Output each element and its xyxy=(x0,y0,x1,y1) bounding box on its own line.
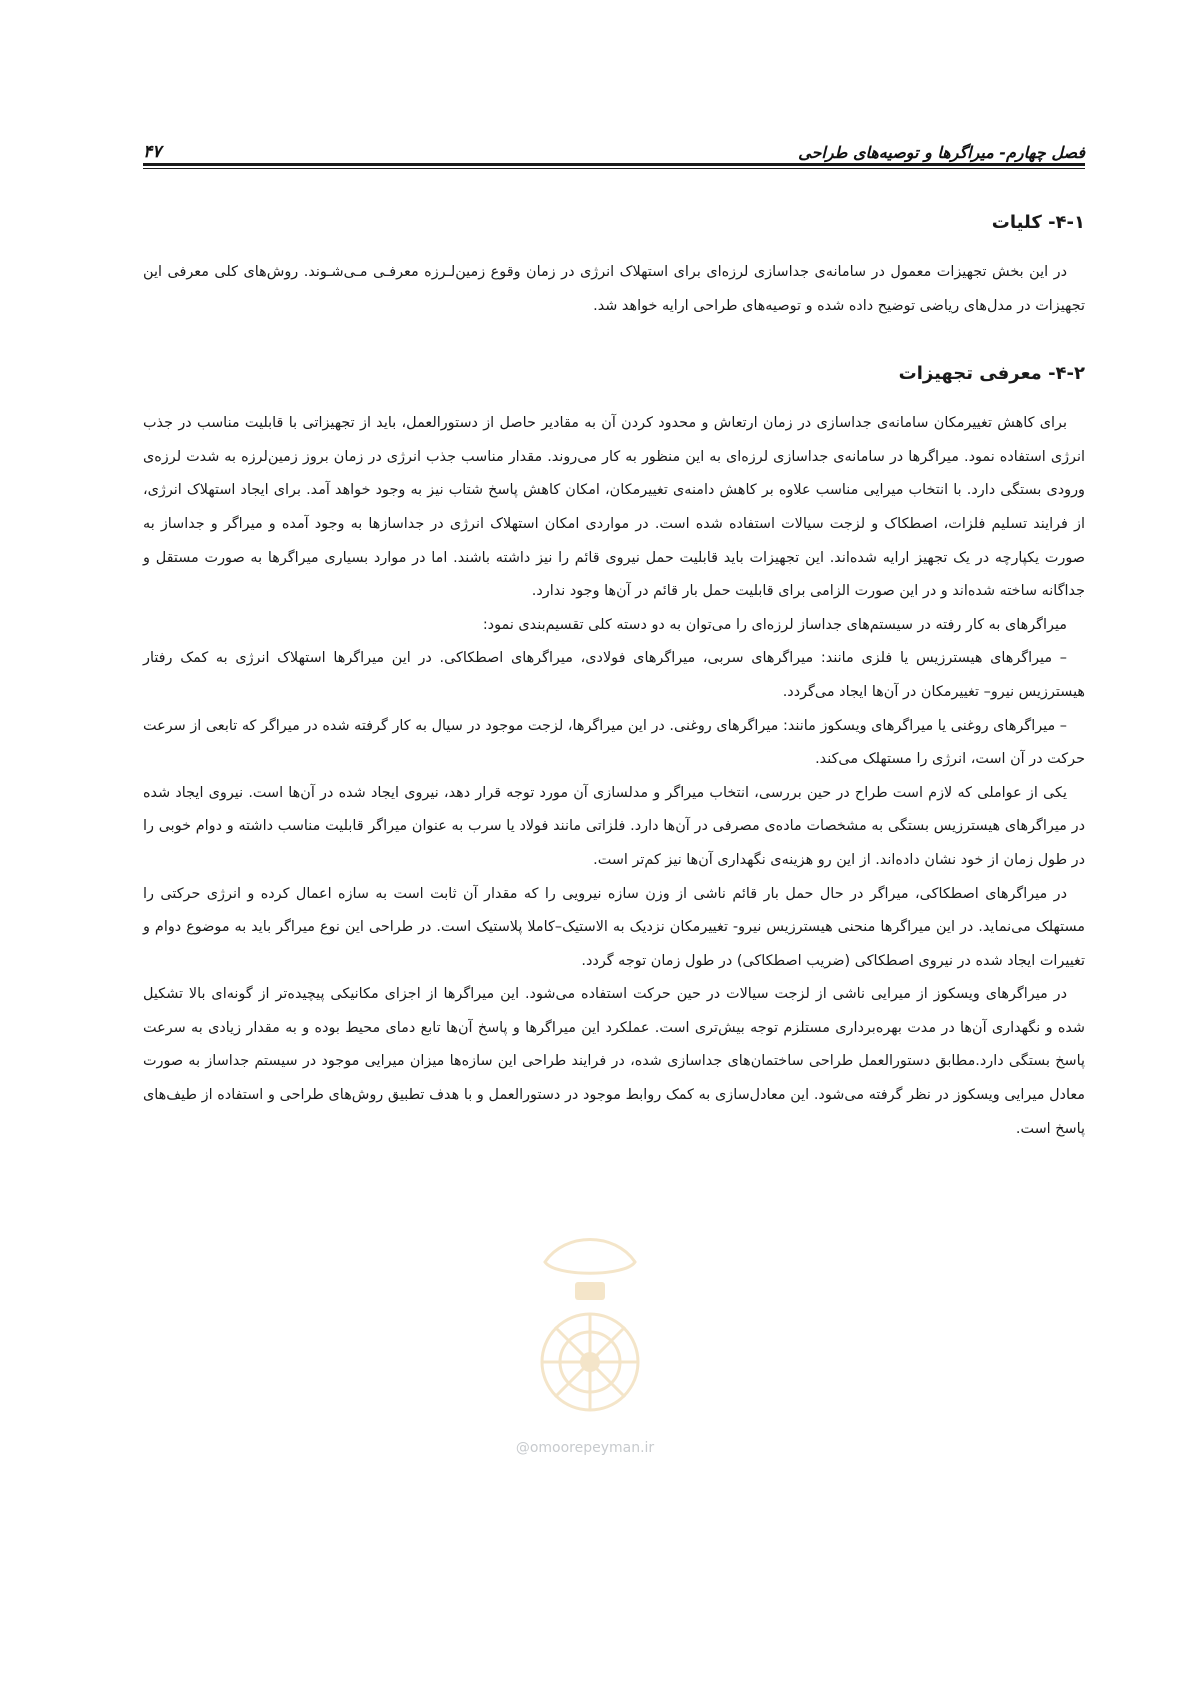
section-heading-equipment: ۴-۲- معرفی تجهیزات xyxy=(898,363,1085,385)
page-content xyxy=(143,210,1085,1146)
page-number: ۴۷ xyxy=(143,142,162,162)
header-rule-thin xyxy=(143,168,1085,169)
paragraph: برای کاهش تغییرمکان سامانه‌ی جداسازی در زمان ارتعاش و محدود کردن آن به مقادیر حاصل از دستورالعمل، باید از تجهیزاتی با قابلیت مناسب در جذب انرژی استفاده نمود. میراگرها در سامانه‌ی جداسازی لرزه‌ای به این منظور به کار می‌روند. مقدار مناسب جذب انرژی در زمان بروز زمین‌لرزه به شدت لرزه‌ی ورودی بستگی دارد. با انتخاب میرایی مناسب علاوه بر کاهش دامنه‌ی تغییرمکان، امکان کاهش پاسخ شتاب نیز به وجود خواهد آمد. برای ایجاد استهلاک انرژی، از فرایند تسلیم فلزات، اصطکاک و لزجت سیالات استفاده شده است. در مواردی امکان استهلاک انرژی در جداسازها به وجود آمده و میراگر و جداساز به صورت یکپارچه در یک تجهیز ارایه شده‌اند. این تجهیزات باید قابلیت حمل نیروی قائم را نیز داشته باشند. اما در موارد بسیاری میراگرها به صورت مستقل و جداگانه ساخته شده‌اند و در این صورت الزامی برای قابلیت حمل بار قائم در آن‌ها وجود ندارد. xyxy=(143,415,1085,600)
paragraph: در میراگرهای ویسکوز از میرایی ناشی از لزجت سیالات در حین حرکت استفاده می‌شود. این میراگرها از اجزای مکانیکی پیچیده‌تر از گونه‌ای بالا تشکیل شده و نگهداری آن‌ها در مدت بهره‌برداری مستلزم توجه بیش‌تری است. عملکرد این میراگرها و پاسخ آن‌ها تابع دمای محیط بوده و به مقدار زیادی به سرعت پاسخ بستگی دارد.مطابق دستورالعمل طراحی ساختمان‌های جداسازی شده، در فرایند طراحی این سازه‌ها میزان میرایی موجود در سیستم جداساز به صورت معادل میرایی ویسکوز در نظر گرفته می‌شود. این معادل‌سازی به کمک روابط موجود در دستورالعمل و با هدف تطبیق روش‌های طراحی و استفاده از طیف‌های پاسخ است. xyxy=(143,986,1085,1137)
watermark-url: @omoorepeyman.ir xyxy=(515,1440,655,1456)
publisher-watermark-logo xyxy=(505,1222,675,1467)
header-rule-thick xyxy=(143,163,1085,166)
list-item: – میراگرهای هیسترزیس یا فلزی مانند: میراگرهای سربی، میراگرهای فولادی، میراگرهای اصطکاکی. در این میراگرها استهلاک انرژی به کمک رفتار هیسترزیس نیرو– تغییرمکان در آن‌ها ایجاد می‌گردد. xyxy=(143,650,1085,700)
paragraph: یکی از عواملی که لازم است طراح در حین بررسی، انتخاب میراگر و مدلسازی آن مورد توجه قرار دهد، نیروی ایجاد شده در آن‌ها است. نیروی ایجاد شده در میراگرهای هیسترزیس بستگی به مشخصات ماده‌ی مصرفی در آن‌ها دارد. فلزاتی مانند فولاد یا سرب به عنوان میراگر قابلیت مناسب داشته و دوام خوبی را در طول زمان از خود نشان داده‌اند. از این رو هزینه‌ی نگهداری آن‌ها نیز کم‌تر است. xyxy=(143,784,1085,868)
paragraph: در این بخش تجهیزات معمول در سامانه‌ی جداسازی لرزه‌ای برای استهلاک انرژی در زمان وقوع زمین‌لـرزه معرفـی مـی‌شـوند. روش‌های کلی معرفی این تجهیزات در مدل‌های ریاضی توضیح داده شده و توصیه‌های طراحی ارایه خواهد شد. xyxy=(143,264,1085,314)
running-header xyxy=(143,128,1085,162)
paragraph: در میراگرهای اصطکاکی، میراگر در حال حمل بار قائم ناشی از وزن سازه نیرویی را که مقدار آن ثابت است به سازه اعمال کرده و انرژی حرکتی را مستهلک می‌نماید. در این میراگرها منحنی هیسترزیس نیرو- تغییرمکان نزدیک به الاستیک–کاملا پلاستیک است. در طراحی این نوع میراگر باید به موضوع دوام و تغییرات ایجاد شده در نیروی اصطکاکی (ضریب اصطکاکی) در طول زمان توجه گردد. xyxy=(143,885,1085,969)
list-item: – میراگرهای روغنی یا میراگرهای ویسکوز مانند: میراگرهای روغنی. در این میراگرها، لزجت موجود در سیال به کار گرفته شده در میراگر که تابعی از سرعت حرکت در آن است، انرژی را مستهلک می‌کند. xyxy=(143,717,1085,768)
section-heading-general: ۴-۱- کلیات xyxy=(991,212,1085,233)
paragraph: میراگرهای به کار رفته در سیستم‌های جداساز لرزه‌ای را می‌توان به دو دسته کلی تقسیم‌بندی نمود: xyxy=(482,616,1067,633)
chapter-title: فصل چهارم- میراگرها و توصیه‌های طراحی xyxy=(798,143,1085,162)
